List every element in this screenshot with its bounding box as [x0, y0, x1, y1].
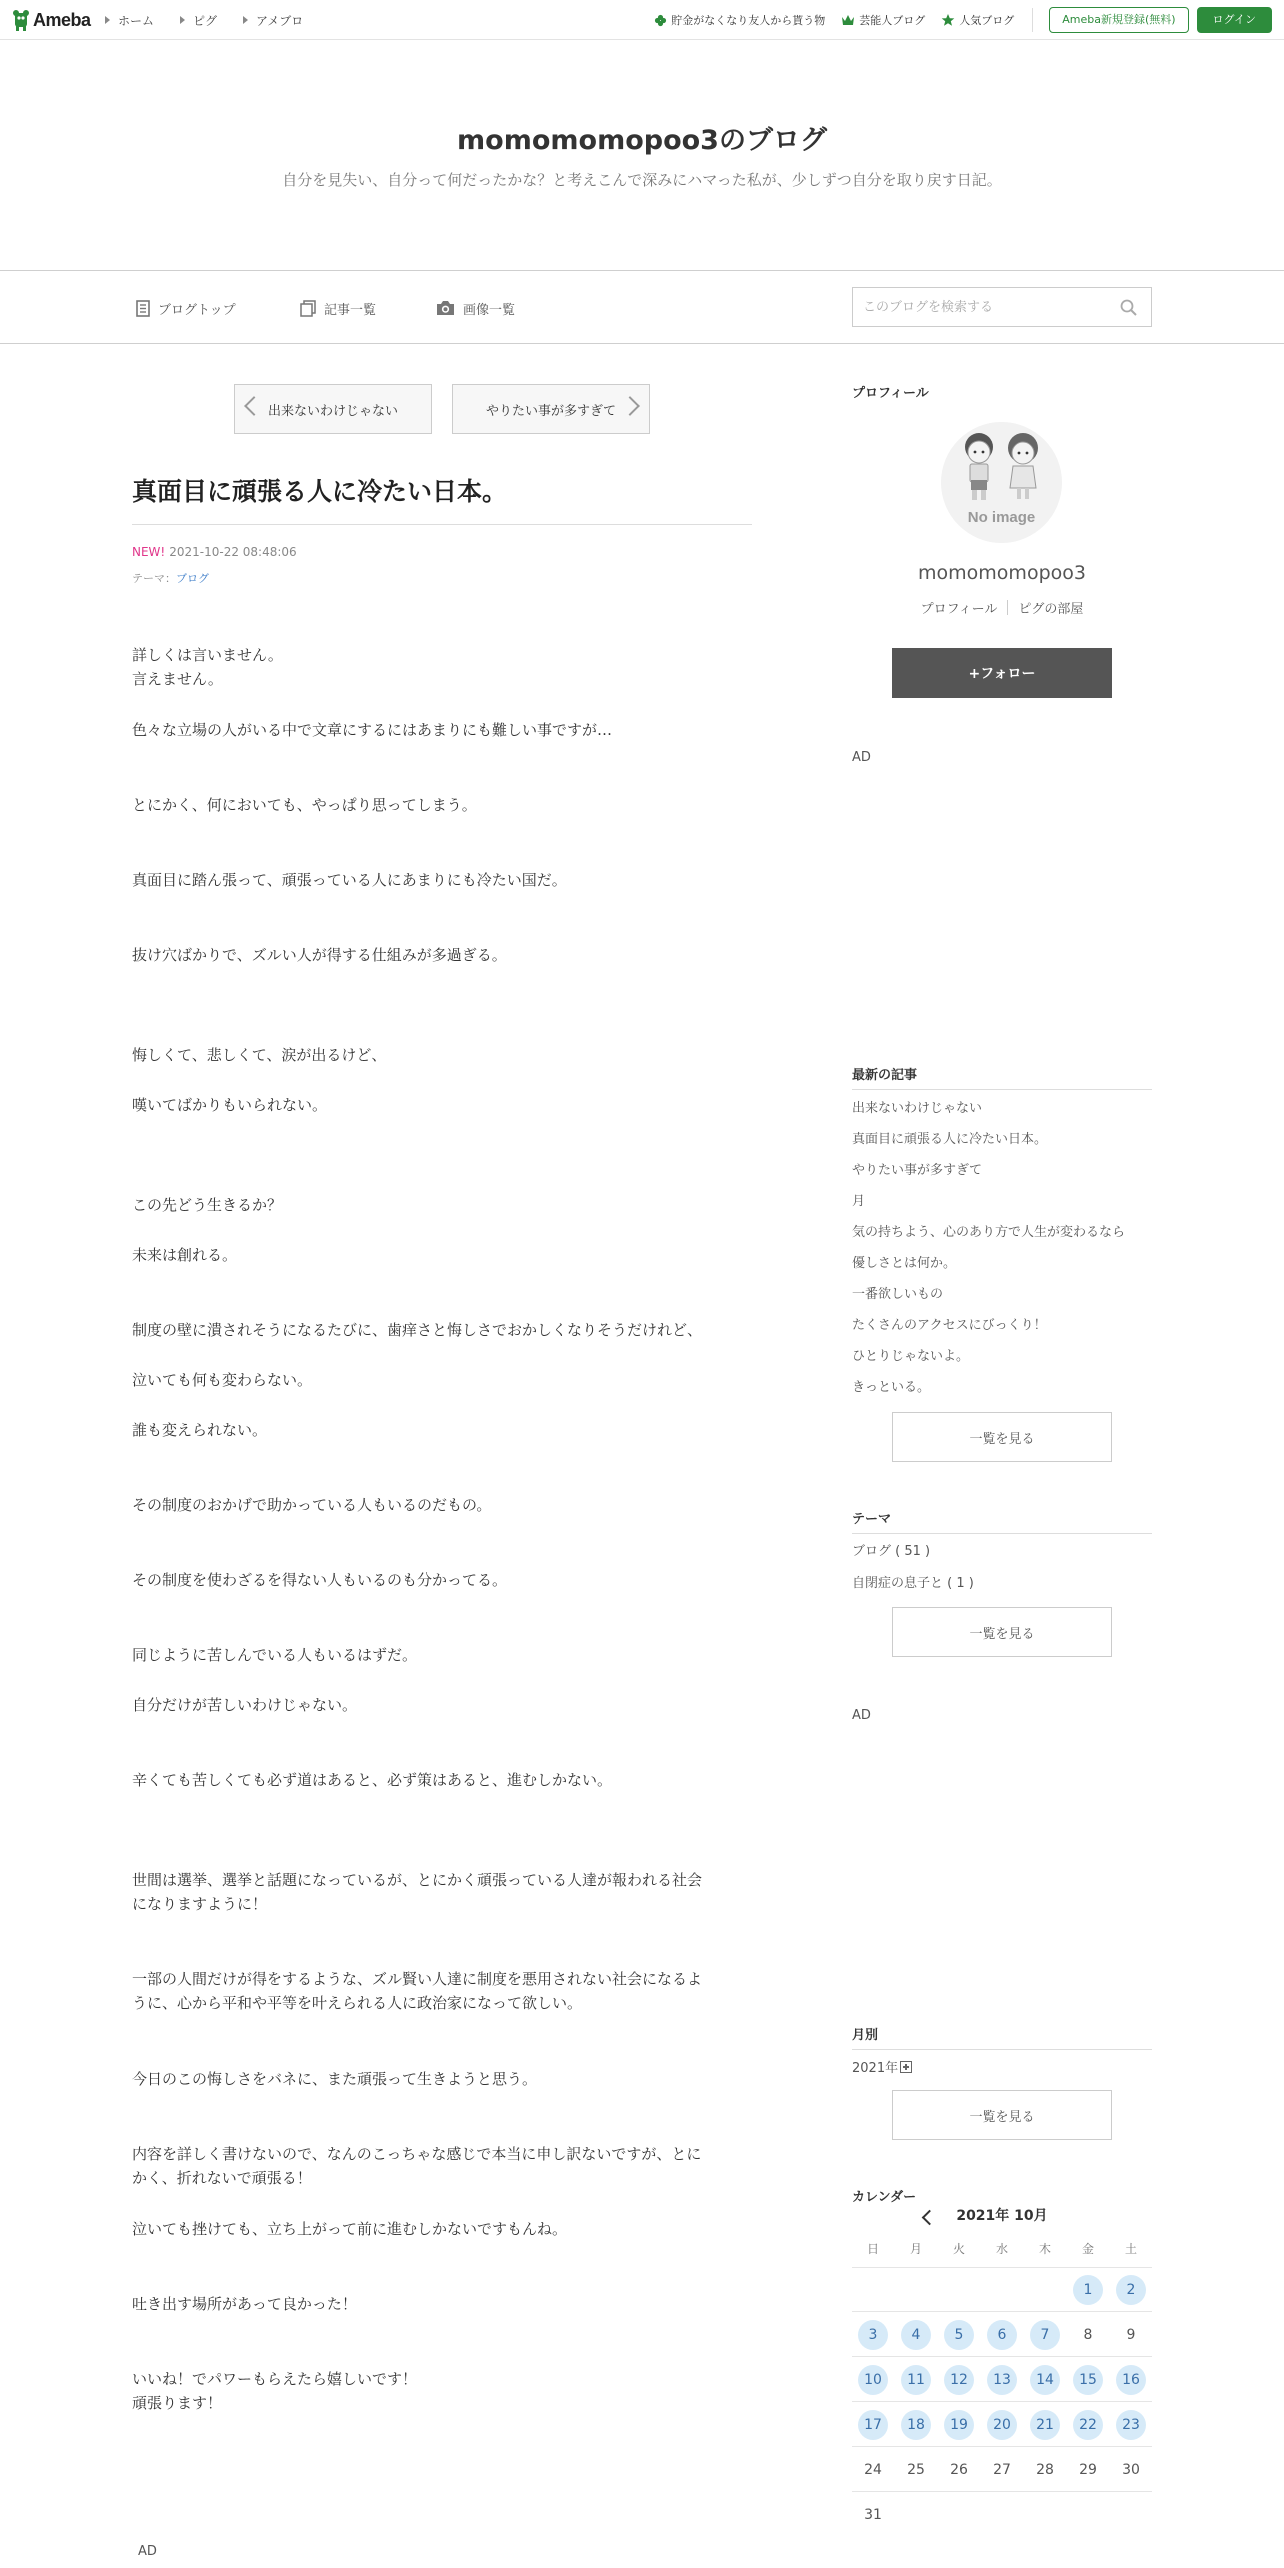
recent-entry-link[interactable]: きっといる。 — [852, 1380, 931, 1395]
title-divider — [132, 524, 752, 525]
blog-description: 自分を見失い、自分って何だったかな？と考えこんで深みにハマった私が、少しずつ自分を取り戻す日記。 — [282, 171, 1002, 189]
theme-divider — [852, 1533, 1152, 1534]
calendar-day[interactable]: 16 — [1116, 2365, 1146, 2395]
triangle-right-icon — [243, 16, 248, 24]
blog-search — [852, 287, 1152, 327]
calendar-day: 8 — [1083, 2327, 1093, 2343]
entry-text-line: 泣いても何も変わらない。 — [132, 1371, 313, 1389]
crown-icon — [841, 14, 855, 26]
entry-text-line: 詳しくは言いません。 — [132, 646, 283, 664]
recent-entry-link[interactable]: 気の持ちよう、心のあり方で人生が変わるなら — [852, 1225, 1126, 1240]
year-toggle[interactable] — [852, 2057, 912, 2076]
global-header-right — [638, 0, 1272, 40]
entry-datetime: 2021-10-22 08:48:06 — [169, 545, 297, 559]
profile-name[interactable]: momomomopoo3 — [918, 562, 1086, 584]
entry-text-line: この先どう生きるか？ — [132, 1196, 283, 1214]
sidebar-ad-label: AD — [852, 1708, 871, 1723]
calendar-row-divider — [852, 2401, 1152, 2402]
nav-ameblo[interactable] — [243, 12, 303, 29]
ameba-logo[interactable] — [12, 8, 91, 32]
calendar-weekday: 土 — [1124, 2242, 1137, 2256]
calendar-day[interactable]: 21 — [1030, 2410, 1060, 2440]
calendar-day[interactable]: 13 — [987, 2365, 1017, 2395]
calendar-day: 30 — [1122, 2462, 1140, 2478]
calendar-day[interactable]: 3 — [858, 2320, 888, 2350]
calendar-day[interactable]: 4 — [901, 2320, 931, 2350]
calendar-weekday: 火 — [952, 2242, 965, 2256]
calendar-day[interactable]: 19 — [944, 2410, 974, 2440]
triangle-right-icon — [105, 16, 110, 24]
entry-text-line: 真面目に踏ん張って、頑張っている人にあまりにも冷たい国だ。 — [132, 871, 567, 889]
calendar-weekday: 日 — [866, 2242, 879, 2256]
entry-text-line: 吐き出す場所があって良かった！ — [132, 2295, 357, 2313]
nav-home-label: ホーム — [118, 13, 155, 28]
entry-text-line: 誰も変えられない。 — [132, 1421, 268, 1439]
entry-text-line: 色々な立場の人がいる中で文章にするにはあまりにも難しい事ですが… — [132, 721, 613, 739]
calendar-weekday: 金 — [1081, 2242, 1094, 2256]
calendar-day[interactable]: 1 — [1073, 2275, 1103, 2305]
chevron-right-icon — [620, 396, 640, 416]
ad-label: AD — [138, 2544, 157, 2559]
recent-entry-link[interactable]: 月 — [852, 1194, 866, 1209]
expand-plus-icon — [900, 2061, 912, 2073]
blog-header — [0, 41, 1284, 270]
entry-text-line: うに、心から平和や平等を叶えられる人に政治家になって欲しい。 — [132, 1994, 583, 2012]
ameba-logo-icon — [12, 9, 30, 31]
clover-icon — [654, 14, 667, 27]
theme-label: テーマ： — [132, 572, 176, 585]
calendar-day[interactable]: 6 — [987, 2320, 1017, 2350]
calendar-day[interactable]: 10 — [858, 2365, 888, 2395]
theme-item[interactable]: 自閉症の息子と ( 1 ) — [852, 1576, 974, 1591]
calendar-day[interactable]: 2 — [1116, 2275, 1146, 2305]
monthly-heading: 月別 — [852, 2028, 879, 2043]
calendar-month: 2021年 10月 — [956, 2208, 1048, 2224]
calendar-row-divider — [852, 2446, 1152, 2447]
recent-entries-heading: 最新の記事 — [852, 1068, 918, 1083]
nav-blog-top[interactable] — [136, 271, 236, 345]
entry-text-line: かく、折れないで頑張る！ — [132, 2169, 312, 2187]
calendar-row-divider — [852, 2311, 1152, 2312]
calendar-weekday: 水 — [995, 2242, 1008, 2256]
calendar-day: 31 — [864, 2507, 882, 2523]
calendar-day[interactable]: 18 — [901, 2410, 931, 2440]
monthly-more-button[interactable]: 一覧を見る — [892, 2090, 1112, 2140]
recent-entries-divider — [852, 1089, 1152, 1090]
calendar-day[interactable]: 5 — [944, 2320, 974, 2350]
entry-text-line: 抜け穴ばかりで、ズルい人が得する仕組みが多過ぎる。 — [132, 946, 507, 964]
blog-nav — [0, 270, 1284, 344]
header-link-popular[interactable] — [941, 12, 1014, 28]
recent-entry-link[interactable]: やりたい事が多すぎて — [852, 1163, 983, 1178]
calendar-weekday: 木 — [1038, 2242, 1051, 2256]
recent-more-button[interactable]: 一覧を見る — [892, 1412, 1112, 1462]
profile-links-divider — [1007, 600, 1008, 615]
nav-image-list[interactable] — [436, 271, 515, 345]
entry-text-line: 同じように苦しんでいる人もいるはずだ。 — [132, 1646, 418, 1664]
entry-text-line: 未来は創れる。 — [132, 1246, 238, 1264]
nav-blog-top-label: ブログトップ — [158, 302, 236, 318]
theme-heading: テーマ — [852, 1512, 892, 1527]
nav-pig[interactable] — [180, 12, 217, 29]
next-entry-button[interactable] — [452, 384, 650, 434]
entry-text-line: 制度の壁に潰されそうになるたびに、歯痒さと悔しさでおかしくなりそうだけれど、 — [132, 1321, 703, 1339]
entry-text-line: 今日のこの悔しさをバネに、また頑張って生きようと思う。 — [132, 2070, 538, 2088]
calendar-day[interactable]: 17 — [858, 2410, 888, 2440]
monthly-divider — [852, 2049, 1152, 2050]
register-button[interactable]: Ameba新規登録(無料) — [1049, 7, 1188, 33]
calendar-day[interactable]: 23 — [1116, 2410, 1146, 2440]
new-badge: NEW! — [132, 545, 166, 559]
header-link-celebrity-label: 芸能人ブログ — [859, 14, 926, 27]
calendar-day[interactable]: 15 — [1073, 2365, 1103, 2395]
calendar-row-divider — [852, 2267, 1152, 2268]
prev-entry-label: 出来ないわけじゃない — [267, 403, 398, 419]
entry-text-line: になりますように！ — [132, 1895, 268, 1913]
nav-entry-list[interactable] — [300, 271, 376, 345]
entry-text-line: その制度のおかげで助かっている人もいるのだもの。 — [132, 1496, 492, 1514]
calendar-day[interactable]: 11 — [901, 2365, 931, 2395]
triangle-right-icon — [180, 16, 185, 24]
star-icon — [941, 13, 955, 27]
search-icon[interactable] — [1120, 299, 1137, 316]
theme-link[interactable]: ブログ — [176, 572, 209, 585]
follow-button[interactable]: +フォロー — [892, 648, 1112, 698]
header-link-savings[interactable] — [654, 12, 825, 28]
calendar-row-divider — [852, 2356, 1152, 2357]
global-nav — [105, 0, 329, 40]
search-input[interactable] — [853, 288, 1103, 326]
calendar-day: 25 — [907, 2462, 925, 2478]
recent-entry-link[interactable]: 出来ないわけじゃない — [852, 1101, 983, 1116]
profile-heading: プロフィール — [852, 386, 929, 401]
entry-text-line: 自分だけが苦しいわけじゃない。 — [132, 1696, 358, 1714]
pig-room-link[interactable]: ピグの部屋 — [1018, 602, 1084, 617]
login-button[interactable]: ログイン — [1197, 7, 1272, 33]
entry-text-line: 頑張ります！ — [132, 2394, 223, 2412]
nav-pig-label: ピグ — [193, 13, 218, 28]
next-entry-label: やりたい事が多すぎて — [485, 403, 616, 419]
no-image-avatar-icon — [941, 422, 1062, 543]
profile-link[interactable]: プロフィール — [920, 602, 998, 617]
entry-text-line: 辛くても苦しくても必ず道はあると、必ず策はあると、進むしかない。 — [132, 1771, 613, 1789]
document-icon — [136, 300, 150, 317]
sidebar-ad-label: AD — [852, 750, 871, 765]
profile-avatar[interactable] — [941, 422, 1062, 543]
calendar-day: 27 — [993, 2462, 1011, 2478]
entry-text-line: 一部の人間だけが得をするような、ズル賢い人達に制度を悪用されない社会になるよ — [132, 1970, 703, 1988]
entry-theme — [132, 570, 209, 586]
entry-text-line: 世間は選挙、選挙と話題になっているが、とにかく頑張っている人達が報われる社会 — [132, 1871, 703, 1889]
entry-text-line: 悔しくて、悲しくて、涙が出るけど、 — [132, 1046, 387, 1064]
year-label: 2021年 — [852, 2061, 899, 2076]
profile-links — [852, 598, 1152, 617]
entry-text-line: とにかく、何においても、やっぱり思ってしまう。 — [132, 796, 477, 814]
calendar-day[interactable]: 12 — [944, 2365, 974, 2395]
logo-text: Ameba — [33, 9, 91, 30]
header-link-celebrity[interactable] — [841, 12, 925, 28]
calendar-day: 24 — [864, 2462, 882, 2478]
recent-entry-link[interactable]: たくさんのアクセスにびっくり！ — [852, 1318, 1047, 1333]
entry-text-line: 内容を詳しく書けないので、なんのこっちゃな感じで本当に申し訳ないですが、とに — [132, 2145, 702, 2163]
header-divider — [1032, 8, 1033, 32]
calendar-heading: カレンダー — [852, 2190, 917, 2205]
entry-text-line: 言えません。 — [132, 670, 223, 688]
calendar-day[interactable]: 7 — [1030, 2320, 1060, 2350]
calendar-day[interactable]: 22 — [1073, 2410, 1103, 2440]
prev-entry-button[interactable] — [234, 384, 432, 434]
copy-icon — [300, 300, 316, 317]
blog-title[interactable]: momomomopoo3のブログ — [457, 125, 827, 156]
nav-image-list-label: 画像一覧 — [463, 302, 516, 318]
nav-home[interactable] — [105, 12, 154, 29]
recent-entry-link[interactable]: 真面目に頑張る人に冷たい日本。 — [852, 1132, 1048, 1147]
nav-ameblo-label: アメブロ — [256, 13, 304, 28]
header-link-popular-label: 人気ブログ — [959, 14, 1015, 27]
entry-text-line: 嘆いてばかりもいられない。 — [132, 1096, 328, 1114]
theme-more-button[interactable]: 一覧を見る — [892, 1607, 1112, 1657]
recent-entry-link[interactable]: 一番欲しいもの — [852, 1287, 944, 1302]
calendar-day: 28 — [1036, 2462, 1054, 2478]
entry-title: 真面目に頑張る人に冷たい日本。 — [132, 477, 508, 506]
calendar-day: 26 — [950, 2462, 968, 2478]
entry-meta — [132, 545, 297, 559]
calendar-weekday: 月 — [909, 2242, 922, 2256]
global-header — [0, 0, 1284, 40]
recent-entry-link[interactable]: ひとりじゃないよ。 — [852, 1349, 970, 1364]
calendar-row-divider — [852, 2491, 1152, 2492]
nav-entry-list-label: 記事一覧 — [324, 302, 377, 318]
calendar-day[interactable]: 14 — [1030, 2365, 1060, 2395]
camera-icon — [436, 300, 455, 316]
theme-item[interactable]: ブログ ( 51 ) — [852, 1544, 931, 1559]
calendar-day: 9 — [1126, 2327, 1136, 2343]
header-link-savings-label: 貯金がなくなり友人から貰う物 — [671, 14, 826, 27]
recent-entry-link[interactable]: 優しさとは何か。 — [852, 1256, 957, 1271]
calendar-day: 29 — [1079, 2462, 1097, 2478]
entry-text-line: 泣いても挫けても、立ち上がって前に進むしかないですもんね。 — [132, 2220, 568, 2238]
entry-text-line: その制度を使わざるを得ない人もいるのも分かってる。 — [132, 1571, 508, 1589]
chevron-left-icon — [244, 396, 264, 416]
entry-text-line: いいね！でパワーもらえたら嬉しいです！ — [132, 2370, 418, 2388]
no-image-text: No image — [967, 509, 1036, 526]
calendar-day[interactable]: 20 — [987, 2410, 1017, 2440]
